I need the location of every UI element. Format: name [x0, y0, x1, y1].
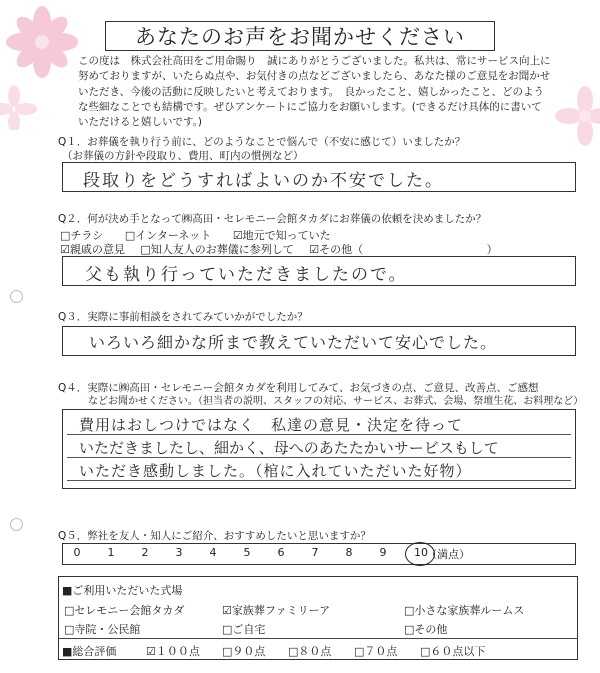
q2-answer: 父も執り行っていただきましたので。 — [85, 265, 408, 285]
intro-line: な些細なことでも結構です。ぜひアンケートにご協力をお願いします。(できるだけ具体的に書いて — [78, 100, 542, 113]
q3-question: Q３．実際に事前相談をされてみていかがでしたか？ — [58, 311, 308, 323]
punch-hole — [10, 290, 23, 303]
venue-header: ■ご利用いただいた式場 — [62, 584, 183, 597]
q4-line2: などお聞かせください。（担当者の説明、スタッフの対応、サービス、お葬式、会場、祭壇生花、お料理など） — [88, 396, 584, 407]
venue-option-small-family-rooms[interactable]: □小さな家族葬ルームス — [404, 604, 525, 617]
intro-line: 努めておりますが、いたらぬ点や、お気付きの点などございましたら、あなた様のご意見をお聞かせ — [78, 70, 551, 83]
q1-answer: 段取りをどうすればよいのか不安でした。 — [83, 171, 444, 191]
intro-line: いただき、今後の活動に反映したいと考えております。 良かったこと、嬉しかったこと、どのよう — [78, 85, 544, 98]
q5-scale-suffix: （満点） — [426, 548, 470, 561]
q2-option-flyer[interactable]: □チラシ — [60, 229, 104, 242]
q1-line2: （お葬儀の方針や段取り、費用、町内の慣例など） — [62, 150, 304, 162]
intro-line: いただけると嬉しいです。) — [78, 116, 203, 129]
q4-answer-line: いただき感動しました。（棺に入れていただいた好物） — [79, 462, 472, 480]
q4-answer-box[interactable] — [62, 409, 576, 489]
venue-option-other[interactable]: □その他 — [404, 623, 448, 636]
q5-scale — [68, 546, 568, 562]
q5-scale-item[interactable]: 0 — [73, 546, 81, 559]
q4-answer-line: いただきましたし、細かく、母へのあたたかいサービスもして — [79, 439, 499, 457]
q2-option-internet[interactable]: □インターネット — [124, 229, 212, 242]
q5-scale-item-selected[interactable]: 10 — [414, 546, 428, 559]
q5-scale-item[interactable]: 9 — [379, 546, 387, 559]
q5-question: Q５．弊社を友人・知人にご紹介、おすすめしたいと思いますか？ — [58, 530, 371, 542]
q3-answer-box[interactable] — [62, 326, 576, 356]
q5-scale-item[interactable]: 8 — [345, 546, 353, 559]
venue-option-family-funeral-familia[interactable]: ☑家族葬ファミリーア — [222, 604, 331, 617]
q5-scale-item[interactable]: 1 — [107, 546, 115, 559]
flower-decoration — [0, 0, 90, 130]
q4-line1: Q４．実際に㈱高田・セレモニー会館タカダを利用してみて、お気づきの点、ご意見、改善点、ご感想 — [58, 382, 539, 394]
venue-option-home[interactable]: □ご自宅 — [222, 623, 266, 636]
q2-option-local[interactable]: ☑地元で知っていた — [232, 229, 331, 242]
q4-question — [58, 381, 593, 409]
rating-option-100[interactable]: ☑１００点 — [146, 645, 200, 658]
rating-header: ■総合評価 — [62, 645, 117, 658]
venue-option-temple[interactable]: □寺院・公民館 — [64, 623, 141, 636]
rating-option-90[interactable]: □９０点 — [222, 645, 266, 658]
q5-scale-item[interactable]: 7 — [311, 546, 319, 559]
q2-option-relatives[interactable]: ☑親戚の意見 — [60, 243, 125, 256]
q5-selected-circle — [405, 542, 435, 566]
rating-option-60-or-less[interactable]: □６０点以下 — [420, 645, 486, 658]
q5-scale-item[interactable]: 2 — [141, 546, 149, 559]
q1-answer-box[interactable] — [62, 162, 576, 192]
q2-answer-box[interactable] — [62, 256, 576, 286]
rating-option-80[interactable]: □８０点 — [288, 645, 332, 658]
q5-scale-item[interactable]: 6 — [277, 546, 285, 559]
rating-option-70[interactable]: □７０点 — [354, 645, 398, 658]
q2-option-attended[interactable]: □知人友人のお葬儀に参列して — [140, 243, 294, 256]
q2-option-other-close: ） — [486, 243, 498, 256]
q5-scale-item[interactable]: 5 — [243, 546, 251, 559]
q3-answer: いろいろ細かな所まで教えていただいて安心でした。 — [89, 333, 498, 352]
q2-question: Q２．何が決め手となって㈱高田・セレモニー会館タカダにお葬儀の依頼を決めましたか？ — [58, 213, 487, 225]
q2-options-row2 — [60, 241, 498, 257]
punch-hole — [10, 518, 23, 531]
venue-option-ceremony-hall[interactable]: □セレモニー会館タカダ — [64, 604, 185, 617]
q2-option-other[interactable]: ☑その他（ — [309, 243, 364, 256]
flower-icon — [0, 0, 90, 130]
intro-text — [78, 54, 578, 130]
q1-line1: Q１．お葬儀を執り行う前に、どのようなことで悩んで（不安に感じて）いましたか？ — [58, 136, 466, 148]
intro-line: この度は 株式会社高田をご用命賜り 誠にありがとうございました。私共は、常にサービス向上に — [78, 55, 551, 67]
q1-question — [58, 135, 588, 163]
summary-divider — [58, 638, 578, 639]
page-title: あなたのお声をお聞かせください — [105, 21, 495, 51]
q4-answer-line: 費用はおしつけではなく 私達の意見・決定を待って — [79, 416, 464, 434]
q5-scale-item[interactable]: 4 — [209, 546, 217, 559]
q5-scale-item[interactable]: 3 — [175, 546, 183, 559]
